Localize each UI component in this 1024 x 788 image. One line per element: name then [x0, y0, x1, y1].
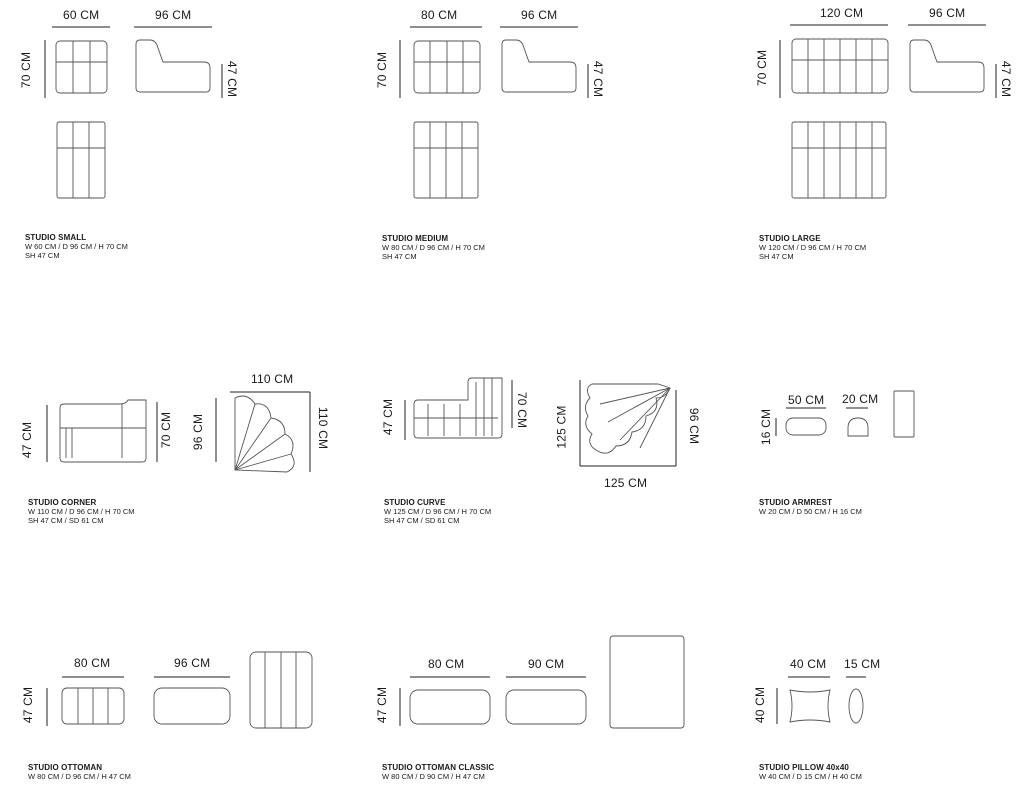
- caption-studio-curve: [384, 498, 491, 525]
- studio-curve-drawing: [405, 378, 676, 466]
- dim-large-height: 70 CM: [755, 49, 770, 87]
- dim-ottoman-classic-width: 80 CM: [428, 657, 465, 671]
- caption-studio-large: [759, 234, 866, 261]
- dim-pillow-width: 40 CM: [790, 657, 827, 671]
- dim-curve-seat-height: 47 CM: [381, 398, 396, 436]
- dim-pillow-height: 40 CM: [753, 686, 768, 724]
- caption-studio-medium: [382, 234, 485, 261]
- dim-small-depth: 96 CM: [155, 8, 192, 22]
- dim-corner-width: 110 CM: [251, 372, 294, 386]
- dim-small-width: 60 CM: [63, 8, 100, 22]
- studio-corner-drawing: [47, 392, 310, 472]
- dim-medium-depth: 96 CM: [521, 8, 558, 22]
- studio-medium-drawing: [400, 27, 588, 198]
- caption-studio-armrest: [759, 498, 862, 516]
- dim-ottoman-classic-depth: 90 CM: [528, 657, 565, 671]
- studio-ottoman-classic-drawing: [400, 636, 684, 728]
- caption-studio-corner: [28, 498, 135, 525]
- dim-large-seat-height: 47 CM: [999, 60, 1014, 98]
- dim-medium-seat-height: 47 CM: [591, 60, 606, 98]
- dim-armrest-depth: 50 CM: [788, 393, 825, 407]
- dim-curve-width: 125 CM: [604, 476, 648, 490]
- product-name: STUDIO CORNER: [28, 498, 97, 507]
- dim-medium-width: 80 CM: [421, 8, 458, 22]
- dim-corner-width-side: 110 CM: [316, 406, 331, 450]
- studio-large-drawing: [780, 25, 996, 198]
- dim-pillow-depth: 15 CM: [844, 657, 881, 671]
- caption-studio-small: [25, 233, 128, 260]
- dim-ottoman-height: 47 CM: [21, 686, 36, 724]
- product-name: STUDIO ARMREST: [759, 498, 833, 507]
- dim-ottoman-classic-height: 47 CM: [375, 686, 390, 724]
- caption-studio-ottoman-classic: [382, 763, 494, 781]
- product-name: STUDIO PILLOW 40x40: [759, 763, 849, 772]
- dim-corner-depth: 96 CM: [191, 413, 206, 451]
- product-name: STUDIO LARGE: [759, 234, 821, 243]
- dim-armrest-height: 16 CM: [759, 408, 774, 446]
- dim-corner-seat-height: 47 CM: [20, 421, 35, 459]
- product-name: STUDIO OTTOMAN: [28, 763, 103, 772]
- product-spec: W 80 CM / D 96 CM / H 47 CM: [28, 772, 131, 781]
- product-spec: SH 47 CM: [759, 252, 794, 261]
- dim-medium-height: 70 CM: [375, 51, 390, 89]
- product-spec: SH 47 CM / SD 61 CM: [28, 516, 104, 525]
- product-spec: W 40 CM / D 15 CM / H 40 CM: [759, 772, 862, 781]
- caption-studio-ottoman: [28, 763, 131, 781]
- product-spec: W 125 CM / D 96 CM / H 70 CM: [384, 507, 492, 516]
- dim-small-seat-height: 47 CM: [225, 60, 240, 98]
- dim-large-depth: 96 CM: [929, 6, 966, 20]
- product-name: STUDIO OTTOMAN CLASSIC: [382, 763, 495, 772]
- dim-armrest-width: 20 CM: [842, 392, 879, 406]
- product-spec: W 110 CM / D 96 CM / H 70 CM: [28, 507, 135, 516]
- dim-corner-height: 70 CM: [159, 411, 174, 449]
- product-name: STUDIO SMALL: [25, 233, 87, 242]
- product-name: STUDIO CURVE: [384, 498, 446, 507]
- dim-curve-height: 70 CM: [515, 391, 530, 429]
- product-spec: W 80 CM / D 90 CM / H 47 CM: [382, 772, 485, 781]
- product-spec: W 60 CM / D 96 CM / H 70 CM: [25, 242, 128, 251]
- dim-small-height: 70 CM: [19, 51, 34, 89]
- product-spec: SH 47 CM: [382, 252, 417, 261]
- studio-pillow-drawing: [777, 677, 866, 724]
- product-spec: SH 47 CM / SD 61 CM: [384, 516, 460, 525]
- product-spec: SH 47 CM: [25, 251, 60, 260]
- dim-ottoman-width: 80 CM: [74, 656, 111, 670]
- product-spec: W 120 CM / D 96 CM / H 70 CM: [759, 243, 867, 252]
- caption-studio-pillow: [759, 763, 862, 781]
- dim-large-width: 120 CM: [820, 6, 864, 20]
- product-spec: W 20 CM / D 50 CM / H 16 CM: [759, 507, 862, 516]
- dim-curve-depth: 96 CM: [687, 407, 702, 445]
- studio-small-drawing: [45, 27, 222, 198]
- dim-ottoman-depth: 96 CM: [174, 656, 211, 670]
- dim-curve-width-side: 125 CM: [554, 405, 569, 449]
- product-spec: W 80 CM / D 96 CM / H 70 CM: [382, 243, 485, 252]
- product-name: STUDIO MEDIUM: [382, 234, 449, 243]
